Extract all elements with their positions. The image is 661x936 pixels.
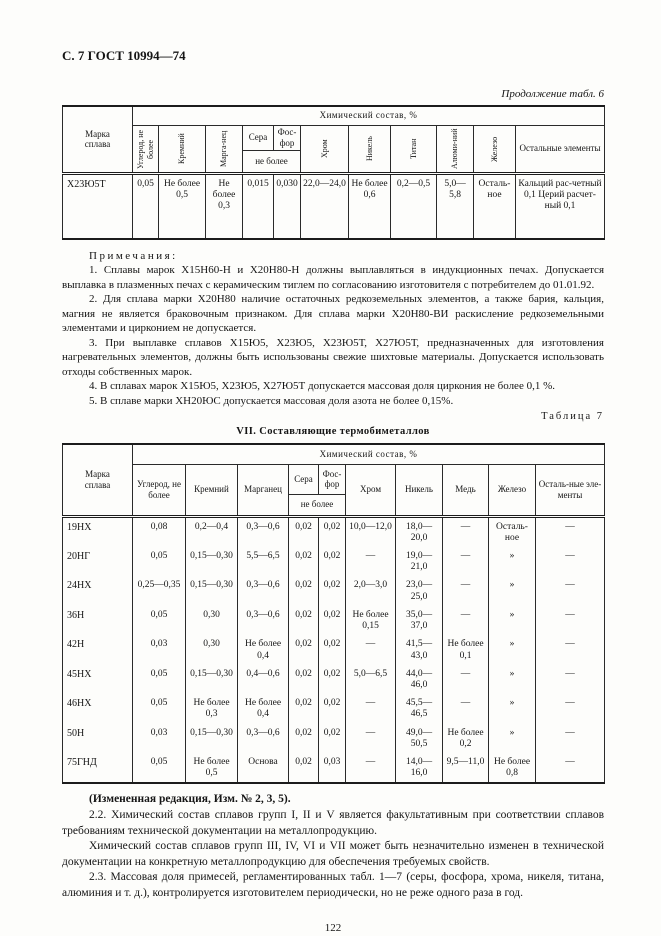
table-row	[63, 547, 605, 576]
value-cell: —	[536, 576, 605, 605]
value-cell: 0,05	[133, 173, 159, 239]
col-header-aluminium: Алюми-ний	[437, 125, 474, 173]
alloy-grade-cell: 24НХ	[63, 576, 133, 605]
value-cell: 41,5—43,0	[396, 635, 443, 664]
table6-body	[63, 173, 605, 239]
col-header-other-elements: Осталь-ные эле-менты	[536, 464, 605, 516]
col-header-brand: Марка сплава	[63, 444, 133, 516]
value-cell: Не более 0,1	[443, 635, 489, 664]
value-cell: —	[536, 665, 605, 694]
table-row	[63, 635, 605, 664]
value-cell: —	[443, 694, 489, 723]
value-cell: —	[536, 753, 605, 783]
value-cell: Не более 0,2	[443, 724, 489, 753]
value-cell: 0,02	[289, 753, 319, 783]
value-cell: —	[443, 665, 489, 694]
notes-block	[62, 249, 604, 409]
value-cell: 35,0—37,0	[396, 606, 443, 635]
value-cell: 5,5—6,5	[238, 547, 289, 576]
value-cell: 0,25—0,35	[133, 576, 186, 605]
col-header-sulfur: Сера	[289, 464, 319, 494]
col-header-iron: Железо	[489, 464, 536, 516]
value-cell: 0,2—0,4	[186, 516, 238, 547]
value-cell: 0,02	[289, 547, 319, 576]
value-cell: »	[489, 724, 536, 753]
col-header-chem-composition: Химический состав, %	[133, 444, 605, 464]
col-header-manganese: Марганец	[238, 464, 289, 516]
value-cell: 0,030	[274, 173, 301, 239]
value-cell: 0,05	[133, 694, 186, 723]
value-cell: 0,02	[319, 516, 346, 547]
value-cell: —	[536, 635, 605, 664]
note-item-2: 2. Для сплава марки Х20Н80 наличие остаточных редкоземельных элементов, а также бария, кальция, магния не является браковочным признаком. Для сплава марки Х20Н80-ВИ раскисление редкоземельными элементами и цирконием не допускается.	[62, 293, 604, 335]
alloy-grade-cell: 46НХ	[63, 694, 133, 723]
col-header-brand: Марка сплава	[63, 106, 133, 173]
note-item-5: 5. В сплаве марки ХН20ЮС допускается массовая доля азота не более 0,15%.	[89, 394, 454, 407]
table-row	[63, 665, 605, 694]
value-cell: 0,4—0,6	[238, 665, 289, 694]
alloy-grade-cell: 19НХ	[63, 516, 133, 547]
value-cell: »	[489, 635, 536, 664]
value-cell: 0,2—0,5	[391, 173, 437, 239]
value-cell: 44,0—46,0	[396, 665, 443, 694]
col-header-nickel: Никель	[349, 125, 391, 173]
value-cell: Не более 0,3	[206, 173, 243, 239]
value-cell: 0,3—0,6	[238, 606, 289, 635]
value-cell: 0,15—0,30	[186, 547, 238, 576]
value-cell: —	[346, 635, 396, 664]
value-cell: Не более 0,5	[159, 173, 206, 239]
value-cell: 0,02	[319, 635, 346, 664]
value-cell: —	[536, 694, 605, 723]
table-row	[63, 724, 605, 753]
page-number: 122	[324, 921, 342, 934]
col-header-not-more: не более	[289, 494, 346, 516]
value-cell: 14,0—16,0	[396, 753, 443, 783]
table6-continuation-label: Продолжение табл. 6	[501, 88, 604, 100]
value-cell: —	[536, 547, 605, 576]
value-cell: 0,02	[289, 694, 319, 723]
table6-header	[63, 106, 605, 173]
alloy-grade-cell: 20НГ	[63, 547, 133, 576]
value-cell: 0,05	[133, 547, 186, 576]
value-cell: 45,5—46,5	[396, 694, 443, 723]
col-header-not-more: не более	[243, 150, 301, 173]
alloy-grade-cell: 50Н	[63, 724, 133, 753]
col-header-other-elements: Остальные элементы	[516, 125, 605, 173]
col-header-carbon: Углерод, не более	[133, 464, 186, 516]
value-cell: —	[443, 547, 489, 576]
value-cell: 0,15—0,30	[186, 724, 238, 753]
value-cell: »	[489, 576, 536, 605]
value-cell: 0,08	[133, 516, 186, 547]
value-cell: 0,02	[289, 516, 319, 547]
value-cell: 0,015	[243, 173, 274, 239]
value-cell: 9,5—11,0	[443, 753, 489, 783]
value-cell: 5,0—6,5	[346, 665, 396, 694]
value-cell: 0,3—0,6	[238, 516, 289, 547]
value-cell: —	[443, 576, 489, 605]
value-cell: 18,0—20,0	[396, 516, 443, 547]
value-cell: 23,0—25,0	[396, 576, 443, 605]
value-cell: 0,3—0,6	[238, 576, 289, 605]
alloy-grade-cell: 42Н	[63, 635, 133, 664]
value-cell: 0,15—0,30	[186, 576, 238, 605]
value-cell: 0,02	[319, 724, 346, 753]
value-cell: Не более 0,6	[349, 173, 391, 239]
value-cell: —	[346, 753, 396, 783]
value-cell: 0,02	[289, 635, 319, 664]
value-cell: Не более 0,4	[238, 694, 289, 723]
value-cell: —	[346, 724, 396, 753]
table-row	[63, 576, 605, 605]
value-cell: 22,0—24,0	[301, 173, 349, 239]
table7-header	[63, 444, 605, 516]
value-cell: Основа	[238, 753, 289, 783]
alloy-grade-cell: 75ГНД	[63, 753, 133, 783]
table7-label: Таблица 7	[541, 411, 604, 423]
col-header-titanium: Титан	[391, 125, 437, 173]
value-cell: 0,02	[319, 665, 346, 694]
value-cell: —	[443, 516, 489, 547]
value-cell: 0,30	[186, 606, 238, 635]
amended-note: (Измененная редакция, Изм. № 2, 3, 5).	[89, 793, 291, 806]
table-row	[63, 173, 605, 239]
table-row	[63, 606, 605, 635]
value-cell: 0,05	[133, 606, 186, 635]
col-header-nickel: Никель	[396, 464, 443, 516]
value-cell: 0,02	[289, 576, 319, 605]
col-header-carbon: Углерод, не более	[133, 125, 159, 173]
value-cell: 0,02	[319, 606, 346, 635]
table7-title: VII. Составляющие термобиметаллов	[236, 426, 430, 438]
notes-title: Примечания:	[89, 249, 178, 262]
paragraph-2-3: 2.3. Массовая доля примесей, регламентированных табл. 1—7 (серы, фосфора, хрома, никеля, титана, алюминия и т. д.), контролируется изготовителем периодически, но не реже одного раза в год.	[62, 871, 604, 900]
value-cell: Осталь-ное	[489, 516, 536, 547]
alloy-grade-cell: Х23Ю5Т	[63, 173, 133, 239]
page-header: С. 7 ГОСТ 10994—74	[62, 48, 186, 63]
value-cell: 0,02	[289, 606, 319, 635]
table-6	[62, 105, 605, 240]
value-cell: Кальций рас-четный 0,1 Церий расчет-ный 0,1	[516, 173, 605, 239]
value-cell: 0,05	[133, 753, 186, 783]
value-cell: 0,03	[133, 724, 186, 753]
note-item-4: 4. В сплавах марок Х15Ю5, Х23Ю5, Х27Ю5Т допускается массовая доля циркония не более 0,1 %.	[89, 380, 555, 393]
value-cell: 0,02	[289, 724, 319, 753]
paragraph-2-2b: Химический состав сплавов групп III, IV, VI и VII может быть незначительно изменен в технической документации на конкретную металлопродукцию для обеспечения требуемых свойств.	[62, 840, 604, 868]
col-header-phosphorus: Фос-фор	[274, 125, 301, 150]
table-7	[62, 443, 605, 784]
col-header-manganese: Марга-нец	[206, 125, 243, 173]
value-cell: 0,03	[319, 753, 346, 783]
value-cell: —	[346, 547, 396, 576]
col-header-copper: Медь	[443, 464, 489, 516]
value-cell: 0,02	[289, 665, 319, 694]
value-cell: 0,02	[319, 694, 346, 723]
paragraph-2-2a: 2.2. Химический состав сплавов групп I, II и V является факультативным при соответствии сплавов требованиям технической документации на металлопродукцию.	[62, 808, 604, 837]
value-cell: Не более 0,5	[186, 753, 238, 783]
col-header-iron: Железо	[474, 125, 516, 173]
value-cell: 0,02	[319, 576, 346, 605]
table7-body	[63, 516, 605, 783]
col-header-silicon: Кремний	[186, 464, 238, 516]
value-cell: —	[346, 694, 396, 723]
alloy-grade-cell: 36Н	[63, 606, 133, 635]
note-item-3: 3. При выплавке сплавов Х15Ю5, Х23Ю5, Х23Ю5Т, Х27Ю5Т, предназначенных для изготовления нагревательных элементов, должны быть использованы свежие шихтовые материалы. Допускается использовать отходы собственных марок.	[62, 336, 604, 378]
value-cell: Не более 0,15	[346, 606, 396, 635]
body-text	[62, 792, 604, 901]
value-cell: 5,0—5,8	[437, 173, 474, 239]
value-cell: 2,0—3,0	[346, 576, 396, 605]
value-cell: 0,05	[133, 665, 186, 694]
col-header-chem-composition: Химический состав, %	[133, 106, 605, 125]
value-cell: Осталь-ное	[474, 173, 516, 239]
table-row	[63, 753, 605, 783]
table-row	[63, 516, 605, 547]
value-cell: —	[536, 724, 605, 753]
col-header-chromium: Хром	[301, 125, 349, 173]
col-header-silicon: Кремний	[159, 125, 206, 173]
col-header-phosphorus: Фос-фор	[319, 464, 346, 494]
value-cell: 10,0—12,0	[346, 516, 396, 547]
value-cell: »	[489, 694, 536, 723]
col-header-chromium: Хром	[346, 464, 396, 516]
value-cell: 0,30	[186, 635, 238, 664]
col-header-sulfur: Сера	[243, 125, 274, 150]
note-item-1: 1. Сплавы марок Х15Н60-Н и Х20Н80-Н должны выплавляться в индукционных печах. Допускается выплавка в плазменных печах с керамическим тиглем по согласованию изготовителя с потребителем до 01.01.92.	[62, 264, 604, 291]
value-cell: —	[536, 516, 605, 547]
value-cell: 19,0—21,0	[396, 547, 443, 576]
value-cell: Не более 0,8	[489, 753, 536, 783]
value-cell: Не более 0,3	[186, 694, 238, 723]
value-cell: —	[536, 606, 605, 635]
value-cell: »	[489, 606, 536, 635]
value-cell: 0,15—0,30	[186, 665, 238, 694]
value-cell: Не более 0,4	[238, 635, 289, 664]
value-cell: »	[489, 547, 536, 576]
value-cell: 0,3—0,6	[238, 724, 289, 753]
value-cell: —	[443, 606, 489, 635]
value-cell: 49,0—50,5	[396, 724, 443, 753]
alloy-grade-cell: 45НХ	[63, 665, 133, 694]
table-row	[63, 694, 605, 723]
value-cell: 0,03	[133, 635, 186, 664]
value-cell: »	[489, 665, 536, 694]
value-cell: 0,02	[319, 547, 346, 576]
